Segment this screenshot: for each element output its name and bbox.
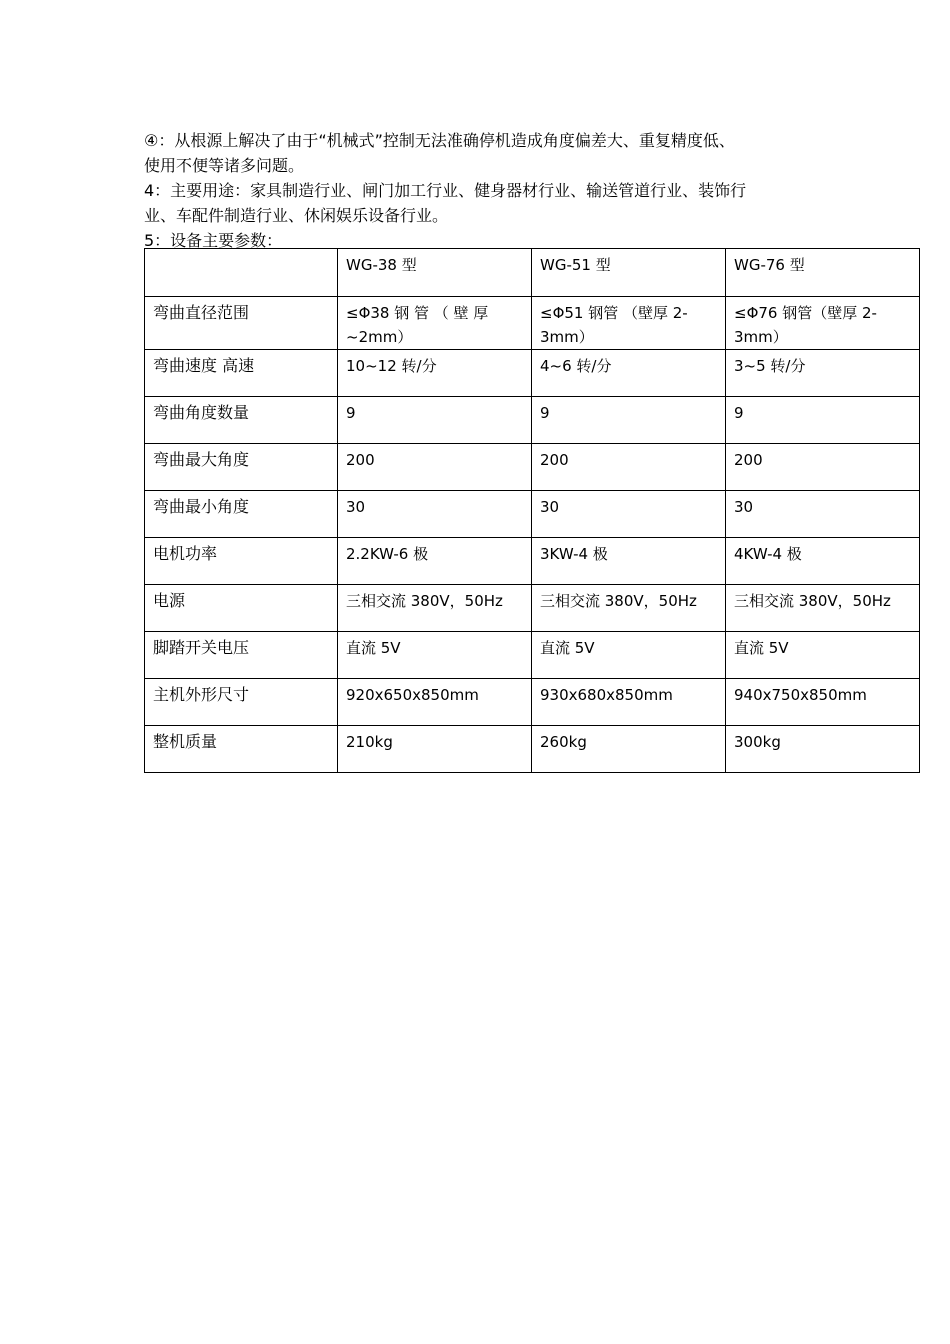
table-row: [145, 679, 920, 726]
row-label: 整机质量: [145, 726, 338, 773]
table-cell: 30: [726, 491, 920, 538]
table-cell: 三相交流 380V，50Hz: [726, 585, 920, 632]
table-row: [145, 297, 920, 350]
table-cell: 260kg: [532, 726, 726, 773]
table-row: [145, 585, 920, 632]
table-cell: 200: [532, 444, 726, 491]
table-row: [145, 632, 920, 679]
table-cell: 30: [532, 491, 726, 538]
table-cell: 200: [338, 444, 532, 491]
table-cell: ≤Φ51 钢管 （壁厚 2-3mm）: [532, 297, 726, 350]
table-cell: 4~6 转/分: [532, 350, 726, 397]
table-cell: 920x650x850mm: [338, 679, 532, 726]
paragraph-line: ④：从根源上解决了由于“机械式”控制无法准确停机造成角度偏差大、重复精度低、: [144, 131, 735, 150]
table-row: [145, 397, 920, 444]
row-label: 弯曲速度 高速: [145, 350, 338, 397]
table-row: [145, 491, 920, 538]
table-header-cell: [145, 249, 338, 297]
paragraph-line: 4：主要用途：家具制造行业、闸门加工行业、健身器材行业、输送管道行业、装饰行: [144, 181, 747, 200]
table-row: [145, 538, 920, 585]
table-cell: 三相交流 380V，50Hz: [338, 585, 532, 632]
table-header-cell: WG-51 型: [532, 249, 726, 297]
row-label: 电源: [145, 585, 338, 632]
row-label: 弯曲最大角度: [145, 444, 338, 491]
paragraph-line: 业、车配件制造行业、休闲娱乐设备行业。: [144, 206, 449, 225]
table-cell: 直流 5V: [532, 632, 726, 679]
spec-table: [144, 248, 920, 773]
table-cell: ≤Φ76 钢管（壁厚 2-3mm）: [726, 297, 920, 350]
table-cell: 直流 5V: [338, 632, 532, 679]
table-cell: 3KW-4 极: [532, 538, 726, 585]
row-label: 主机外形尺寸: [145, 679, 338, 726]
section-heading: 5：设备主要参数：: [144, 231, 283, 250]
table-cell: 三相交流 380V，50Hz: [532, 585, 726, 632]
table-cell: 930x680x850mm: [532, 679, 726, 726]
table-cell: 9: [338, 397, 532, 444]
table-cell: 940x750x850mm: [726, 679, 920, 726]
table-cell: 300kg: [726, 726, 920, 773]
row-label: 弯曲直径范围: [145, 297, 338, 350]
table-row: [145, 350, 920, 397]
table-cell: 30: [338, 491, 532, 538]
table-row: [145, 726, 920, 773]
paragraph-line: 使用不便等诸多问题。: [144, 156, 305, 175]
table-cell: 200: [726, 444, 920, 491]
table-cell: ≤Φ38 钢 管 （ 壁 厚 ~2mm）: [338, 297, 532, 350]
table-header-row: [145, 249, 920, 297]
row-label: 脚踏开关电压: [145, 632, 338, 679]
table-cell: 9: [726, 397, 920, 444]
table-cell: 3~5 转/分: [726, 350, 920, 397]
table-cell: 10~12 转/分: [338, 350, 532, 397]
table-row: [145, 444, 920, 491]
table-header-cell: WG-38 型: [338, 249, 532, 297]
row-label: 弯曲角度数量: [145, 397, 338, 444]
table-cell: 2.2KW-6 极: [338, 538, 532, 585]
table-cell: 210kg: [338, 726, 532, 773]
row-label: 弯曲最小角度: [145, 491, 338, 538]
table-header-cell: WG-76 型: [726, 249, 920, 297]
table-cell: 9: [532, 397, 726, 444]
table-cell: 直流 5V: [726, 632, 920, 679]
table-cell: 4KW-4 极: [726, 538, 920, 585]
row-label: 电机功率: [145, 538, 338, 585]
